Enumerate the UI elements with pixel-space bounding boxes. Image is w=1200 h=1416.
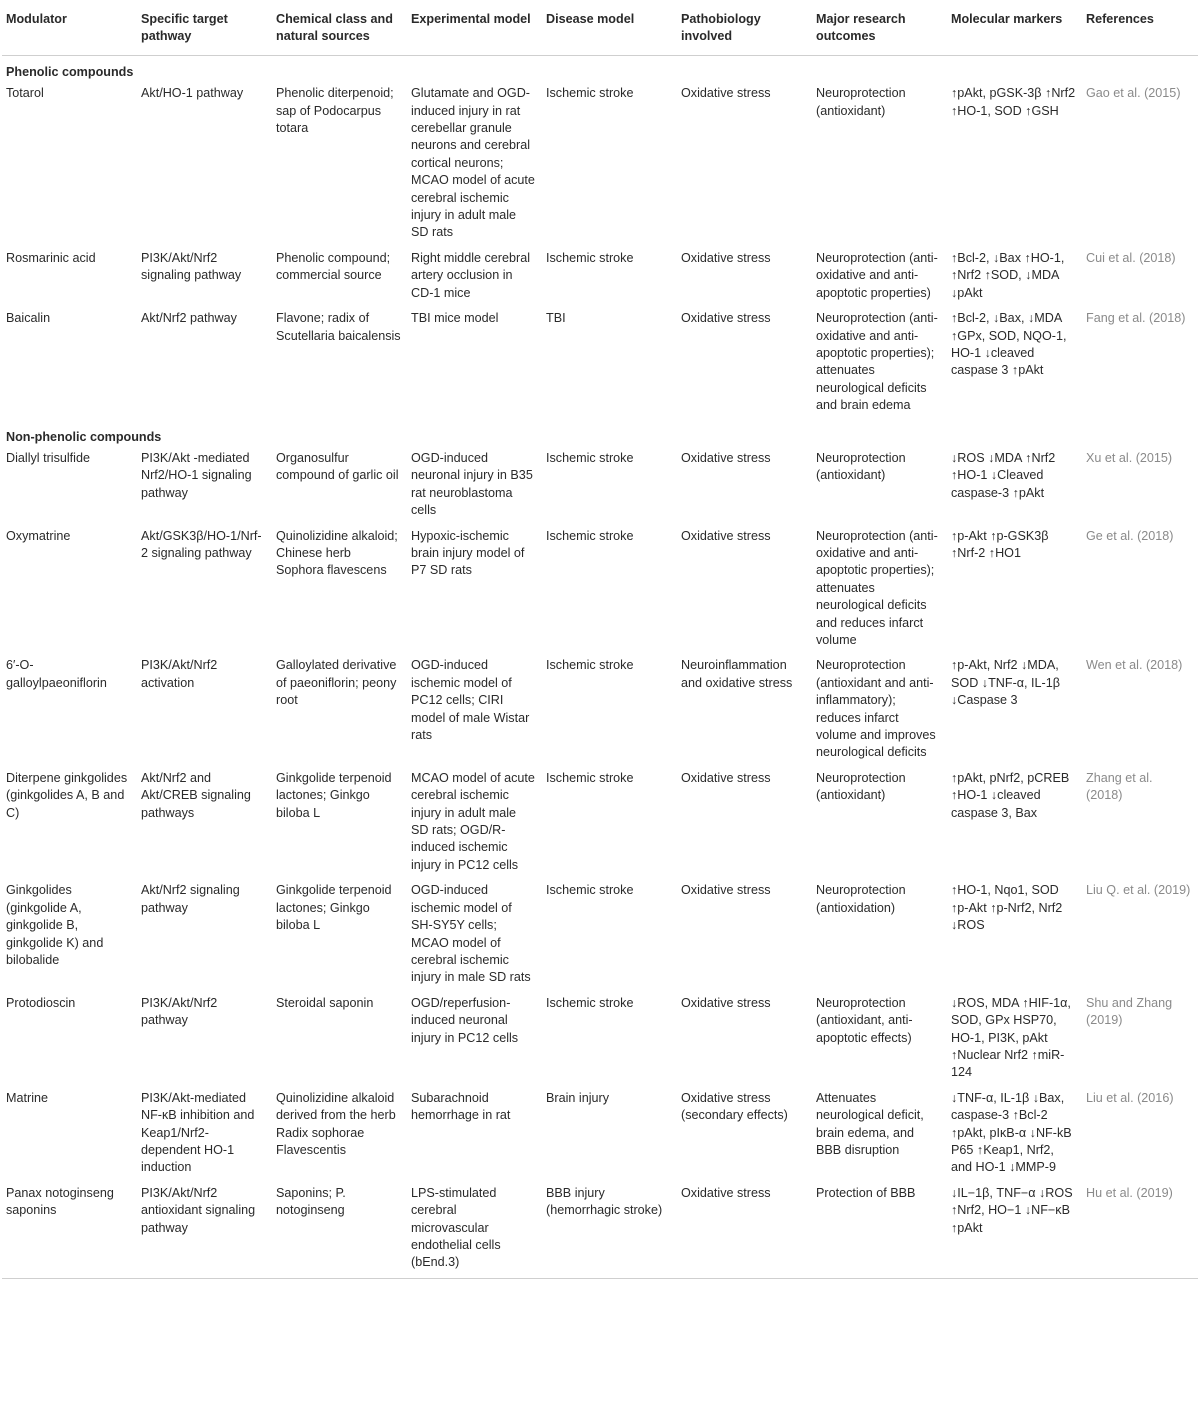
pathway-cell: PI3K/Akt/Nrf2 pathway <box>141 995 218 1028</box>
outcomes-cell: Neuroprotection (antioxidant) <box>816 770 906 803</box>
col-header-disease-model: Disease model <box>542 0 677 55</box>
pathobiology-cell: Oxidative stress (secondary effects) <box>681 1090 788 1123</box>
reference-cell[interactable]: Gao et al. (2015) <box>1086 86 1181 101</box>
col-header-modulator: Modulator <box>2 0 137 55</box>
col-header-references: References <box>1082 0 1198 55</box>
pathobiology-cell: Oxidative stress <box>681 528 771 543</box>
markers-cell: ↑HO-1, Nqo1, SOD ↑p-Akt ↑p-Nrf2, Nrf2 ↓ROS <box>951 883 1063 933</box>
pathobiology-cell: Oxidative stress <box>681 450 771 465</box>
chemical-class-cell: Phenolic diterpenoid; sap of Podocarpus totara <box>276 86 394 136</box>
pathway-cell: Akt/GSK3β/HO-1/Nrf-2 signaling pathway <box>141 528 262 560</box>
markers-cell: ↓TNF-α, IL-1β ↓Bax, caspase-3 ↑Bcl-2 ↑pAkt, pIκB-α ↓NF-kB P65 ↑Keap1, Nrf2, and HO-1 ↓MMP-9 <box>951 1090 1072 1175</box>
modulator-cell: Oxymatrine <box>6 528 71 543</box>
table-row <box>2 83 1198 248</box>
disease-model-cell: Ischemic stroke <box>546 86 634 101</box>
outcomes-cell: Neuroprotection (antioxidation) <box>816 883 906 915</box>
disease-model-cell: Ischemic stroke <box>546 995 634 1010</box>
pathobiology-cell: Oxidative stress <box>681 883 771 898</box>
experimental-model-cell: Right middle cerebral artery occlusion in CD-1 mice <box>411 250 530 300</box>
header-row <box>2 0 1198 55</box>
section-title: Phenolic compounds <box>6 64 134 79</box>
markers-cell: ↓IL−1β, TNF−α ↓ROS ↑Nrf2, HO−1 ↓NF−κB ↑pAkt <box>947 1183 1082 1279</box>
markers-cell: ↑pAkt, pGSK-3β ↑Nrf2 ↑HO-1, SOD ↑GSH <box>951 86 1076 118</box>
outcomes-cell: Neuroprotection (antioxidant and anti-inflammatory); reduces infarct volume and improves neurological deficits <box>816 658 936 760</box>
section-row <box>2 55 1198 83</box>
section-row <box>2 421 1198 448</box>
markers-cell: ↑Bcl-2, ↓Bax ↑HO-1, ↑Nrf2 ↑SOD, ↓MDA ↓pAkt <box>951 250 1065 300</box>
markers-cell: ↑pAkt, pNrf2, pCREB ↑HO-1 ↓cleaved caspase 3, Bax <box>951 770 1070 820</box>
experimental-model-cell: OGD-induced neuronal injury in B35 rat neuroblastoma cells <box>411 450 533 518</box>
disease-model-cell: TBI <box>546 311 566 326</box>
pathway-cell: Akt/Nrf2 pathway <box>141 311 237 326</box>
modulator-cell: Ginkgolides (ginkgolide A, ginkgolide B, ginkgolide K) and bilobalide <box>6 883 104 967</box>
section-title: Non-phenolic compounds <box>6 429 162 444</box>
modulator-cell: Diallyl trisulfide <box>6 450 90 465</box>
chemical-class-cell: Organosulfur compound of garlic oil <box>276 450 399 483</box>
table-row <box>2 655 1198 767</box>
experimental-model-cell: MCAO model of acute cerebral ischemic injury in adult male SD rats; OGD/R-induced ischemic injury in PC12 cells <box>411 770 535 872</box>
reference-cell[interactable]: Shu and Zhang (2019) <box>1086 995 1173 1028</box>
table-row <box>2 1183 1198 1279</box>
data-table <box>2 0 1198 1279</box>
table-row <box>2 1088 1198 1183</box>
chemical-class-cell: Quinolizidine alkaloid; Chinese herb Sophora flavescens <box>276 528 398 578</box>
pathobiology-cell: Oxidative stress <box>677 1183 812 1279</box>
table-body <box>2 55 1198 1278</box>
pathway-cell: Akt/Nrf2 and Akt/CREB signaling pathways <box>141 770 251 820</box>
experimental-model-cell: OGD-induced ischemic model of PC12 cells; CIRI model of male Wistar rats <box>411 658 530 743</box>
col-header-outcomes: Major research outcomes <box>812 0 947 55</box>
pathway-cell: PI3K/Akt/Nrf2 antioxidant signaling pathway <box>137 1183 272 1279</box>
reference-cell[interactable]: Cui et al. (2018) <box>1086 250 1176 265</box>
markers-cell: ↑p-Akt, Nrf2 ↓MDA, SOD ↓TNF-α, IL-1β ↓Caspase 3 <box>951 658 1060 708</box>
col-header-chemical-class: Chemical class and natural sources <box>272 0 407 55</box>
pathway-cell: PI3K/Akt/Nrf2 activation <box>141 658 218 690</box>
modulator-cell: Diterpene ginkgolides (ginkgolides A, B and C) <box>6 770 128 820</box>
experimental-model-cell: OGD-induced ischemic model of SH-SY5Y cells; MCAO model of cerebral ischemic injury in male SD rats <box>411 883 531 985</box>
reference-cell[interactable]: Xu et al. (2015) <box>1086 450 1173 465</box>
outcomes-cell: Neuroprotection (anti-oxidative and anti-apoptotic properties); attenuates neurological deficits and brain edema <box>816 311 938 413</box>
modulator-cell: Totarol <box>6 86 44 101</box>
chemical-class-cell: Ginkgolide terpenoid lactones; Ginkgo biloba L <box>276 883 392 933</box>
table-row <box>2 448 1198 526</box>
pathobiology-cell: Oxidative stress <box>681 250 771 265</box>
experimental-model-cell: TBI mice model <box>411 311 499 326</box>
markers-cell: ↓ROS, MDA ↑HIF-1α, SOD, GPx HSP70, HO-1, PI3K, pAkt ↑Nuclear Nrf2 ↑miR-124 <box>951 995 1071 1080</box>
outcomes-cell: Neuroprotection (antioxidant, anti-apoptotic effects) <box>816 995 913 1045</box>
outcomes-cell: Neuroprotection (antioxidant) <box>816 86 906 118</box>
experimental-model-cell: LPS-stimulated cerebral microvascular endothelial cells (bEnd.3) <box>407 1183 542 1279</box>
disease-model-cell: Ischemic stroke <box>546 658 634 673</box>
experimental-model-cell: OGD/reperfusion-induced neuronal injury in PC12 cells <box>411 995 519 1045</box>
outcomes-cell: Neuroprotection (antioxidant) <box>816 450 906 483</box>
pathway-cell: Akt/HO-1 pathway <box>141 86 244 101</box>
table-row <box>2 880 1198 992</box>
col-header-markers: Molecular markers <box>947 0 1082 55</box>
chemical-class-cell: Quinolizidine alkaloid derived from the herb Radix sophorae Flavescentis <box>276 1090 396 1157</box>
pathway-cell: PI3K/Akt/Nrf2 signaling pathway <box>141 250 242 283</box>
table-row <box>2 768 1198 880</box>
reference-cell[interactable]: Fang et al. (2018) <box>1086 311 1186 326</box>
markers-cell: ↑p-Akt ↑p-GSK3β ↑Nrf-2 ↑HO1 <box>951 528 1049 560</box>
modulator-cell: Baicalin <box>6 311 51 326</box>
outcomes-cell: Attenuates neurological deficit, brain edema, and BBB disruption <box>816 1090 924 1157</box>
experimental-model-cell: Glutamate and OGD-induced injury in rat cerebellar granule neurons and cerebral cortical neurons; MCAO model of acute cerebral ischemic injury in adult male SD rats <box>411 86 535 240</box>
pathway-cell: PI3K/Akt-mediated NF-κB inhibition and Keap1/Nrf2-dependent HO-1 induction <box>141 1090 255 1175</box>
markers-cell: ↓ROS ↓MDA ↑Nrf2 ↑HO-1 ↓Cleaved caspase-3 ↑pAkt <box>951 450 1056 500</box>
disease-model-cell: Ischemic stroke <box>546 528 634 543</box>
modulator-cell: Protodioscin <box>6 995 76 1010</box>
reference-cell[interactable]: Hu et al. (2019) <box>1082 1183 1198 1279</box>
markers-cell: ↑Bcl-2, ↓Bax, ↓MDA ↑GPx, SOD, NQO-1, HO-1 ↓cleaved caspase 3 ↑pAkt <box>951 311 1067 378</box>
disease-model-cell: BBB injury (hemorrhagic stroke) <box>542 1183 677 1279</box>
table-row <box>2 993 1198 1088</box>
reference-cell[interactable]: Zhang et al. (2018) <box>1086 770 1153 803</box>
outcomes-cell: Protection of BBB <box>812 1183 947 1279</box>
reference-cell[interactable]: Liu Q. et al. (2019) <box>1086 883 1191 898</box>
chemical-class-cell: Ginkgolide terpenoid lactones; Ginkgo biloba L <box>276 770 392 820</box>
disease-model-cell: Ischemic stroke <box>546 770 634 785</box>
modulator-cell: Rosmarinic acid <box>6 250 96 265</box>
modulator-cell: Panax notoginseng saponins <box>2 1183 137 1279</box>
reference-cell[interactable]: Wen et al. (2018) <box>1086 658 1183 673</box>
disease-model-cell: Ischemic stroke <box>546 883 634 898</box>
experimental-model-cell: Hypoxic-ischemic brain injury model of P7 SD rats <box>411 528 525 578</box>
chemical-class-cell: Galloylated derivative of paeoniflorin; peony root <box>276 658 397 708</box>
modulator-cell: 6′-O-galloylpaeoniflorin <box>6 658 107 690</box>
pathway-cell: PI3K/Akt -mediated Nrf2/HO-1 signaling pathway <box>141 450 252 500</box>
reference-cell[interactable]: Ge et al. (2018) <box>1086 528 1174 543</box>
pathobiology-cell: Oxidative stress <box>681 995 771 1010</box>
chemical-class-cell: Steroidal saponin <box>276 995 374 1010</box>
outcomes-cell: Neuroprotection (anti-oxidative and anti-apoptotic properties) <box>816 250 938 300</box>
modulator-cell: Matrine <box>6 1090 48 1105</box>
outcomes-cell: Neuroprotection (anti-oxidative and anti-apoptotic properties); attenuates neurological deficits and reduces infarct volume <box>816 528 938 647</box>
col-header-pathobiology: Pathobiology involved <box>677 0 812 55</box>
chemical-class-cell: Flavone; radix of Scutellaria baicalensis <box>276 311 401 343</box>
disease-model-cell: Brain injury <box>546 1090 609 1105</box>
table-row <box>2 248 1198 308</box>
col-header-experimental-model: Experimental model <box>407 0 542 55</box>
pathobiology-cell: Oxidative stress <box>681 86 771 101</box>
chemical-class-cell: Saponins; P. notoginseng <box>272 1183 407 1279</box>
disease-model-cell: Ischemic stroke <box>546 250 634 265</box>
pathobiology-cell: Oxidative stress <box>681 770 771 785</box>
pathway-cell: Akt/Nrf2 signaling pathway <box>141 883 240 915</box>
disease-model-cell: Ischemic stroke <box>546 450 634 465</box>
table-row <box>2 308 1198 420</box>
experimental-model-cell: Subarachnoid hemorrhage in rat <box>411 1090 511 1123</box>
pathobiology-cell: Oxidative stress <box>681 311 771 326</box>
pathobiology-cell: Neuroinflammation and oxidative stress <box>681 658 793 690</box>
col-header-pathway: Specific target pathway <box>137 0 272 55</box>
chemical-class-cell: Phenolic compound; commercial source <box>276 250 391 283</box>
reference-cell[interactable]: Liu et al. (2016) <box>1086 1090 1174 1105</box>
table-row <box>2 526 1198 656</box>
